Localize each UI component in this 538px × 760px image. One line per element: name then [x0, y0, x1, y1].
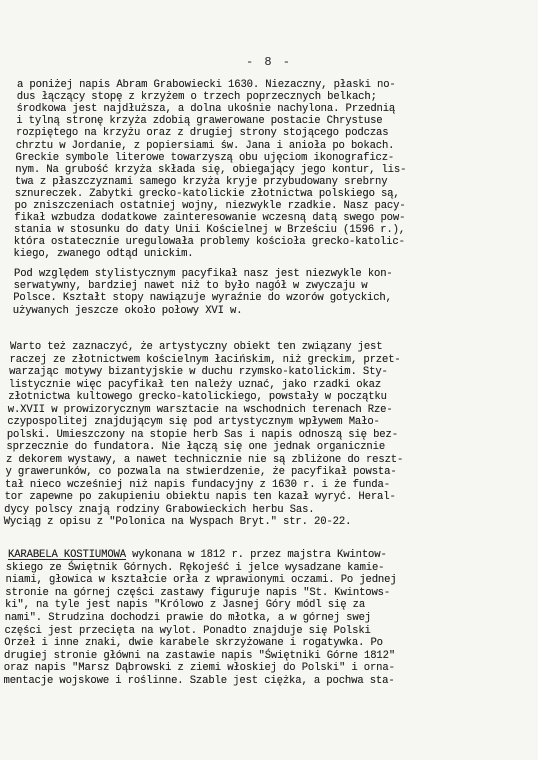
text-line: tał nieco wcześniej niż napis fundacyjny z 1630 r. i że funda-: [5, 478, 390, 491]
text-line: tor zapewne po zakupieniu obiektu napis ten kazał wyryć. Heral-: [4, 491, 396, 503]
text-line: listycznie więc pacyfikał ten należy uznać, jako rzadki okaz: [8, 378, 382, 391]
text-line: złotnictwa kultowego grecko-katolickiego, powstały w początku: [8, 391, 387, 403]
karabela-first-line-rest: wykonana w 1812 r. przez majstra Kwintow-: [125, 549, 387, 561]
text-line: po zniszczeniach ostatniej wojny, niezwykle rzadkie. Nasz pacy-: [14, 200, 406, 212]
text-line: Pod względem stylistycznym pacyfikał nasz jest niezwykle kon-: [14, 268, 393, 280]
text-line: która ostatecznie uregulowała problemy kościoła grecko-katolic-: [13, 236, 405, 249]
text-line: drugiej stronie główni na zastawie napis "Świętniki Górne 1812": [4, 649, 396, 662]
text-line: sznureczek. Zabytki grecko-katolickie złotnictwa polskiego są,: [14, 187, 400, 200]
section-heading-karabela: KARABELA KOSTIUMOWA: [8, 549, 126, 561]
karabela-first-line: [8, 549, 387, 561]
text-line: w.XVII w prowizorycznym warsztacie na wschodnich terenach Rze-: [7, 403, 393, 416]
text-line: warzając motywy bizantyjskie w duchu rzymsko-katolickim. Sty-: [9, 366, 388, 378]
text-line: dus łączący stopę z krzyżem o trzech poprzecznych belkach;: [16, 91, 377, 104]
page-number: - 8 -: [245, 55, 292, 69]
text-line: z dekorem wystawy, a nawet technicznie nie są zbliżone do reszt-: [5, 453, 404, 466]
text-line: y grawerunków, co pozwala na stwierdzenie, że pacyfikał powsta-: [5, 466, 397, 478]
text-line: czypospolitej znajdującym się pod artystycznym wpływem Mało-: [7, 416, 380, 428]
text-line: dycy polscy znają rodziny Grabowieckich herbu Sas.: [4, 503, 315, 516]
text-line: sprzecznie do fundatora. Nie łączą się one jednak organicznie: [6, 441, 386, 453]
text-line: używanych jeszcze około połowy XVI w.: [12, 304, 243, 317]
text-line: ki", na tyle jest napis "Królowo z Jasnej Góry módl się za: [5, 599, 366, 612]
text-line: skiego ze Świętnik Górnych. Rękojeść i jelce wysadzane kamie-: [5, 561, 385, 574]
text-line: mentacje wojskowe i roślinne. Szable jest ciężka, a pochwa sta-: [3, 675, 395, 687]
text-line: i tylną stronę krzyża zdobią grawerowane postacie Chrystuse: [16, 115, 383, 128]
text-line: stania w stosunku do daty Unii Kościelnej w Brześciu (1596 r.),: [14, 224, 406, 237]
text-line: chrztu w Jordanie, z popiersiami św. Jana i anioła po bokach.: [15, 139, 395, 152]
text-line: Polsce. Kształt stopy nawiązuje wyraźnie do wzorów gotyckich,: [13, 292, 392, 305]
text-line: części jest przecięta na wylot. Ponadto znajduje się Polski: [4, 624, 371, 637]
text-line: a poniżej napis Abram Grabowiecki 1630. Niezaczny, płaski no-: [17, 79, 396, 91]
text-line: serwatywny, bardziej nawet niż to było nagół w zwyczaju w: [13, 280, 368, 293]
text-line: raczej ze złotnictwem kościelnym łacińskim, niż greckim, przet-: [9, 353, 401, 366]
text-line: polski. Umieszczony na stopie herb Sas i napis odnoszą się bez-: [6, 428, 398, 441]
text-line: środkowa jest najdłuższa, a dolna ukośnie nachylona. Przednią: [16, 103, 396, 116]
text-line: rozpiętego na krzyżu oraz z drugiej strony stojącego podczas: [16, 127, 389, 140]
text-line: Wyciąg z opisu z "Polonica na Wyspach Bryt." str. 20-22.: [3, 516, 352, 528]
text-line: kiego, zwanego odtąd unickim.: [13, 248, 194, 261]
text-line: Greckie symbole literowe towarzyszą obu ujęciom ikonograficz-: [15, 151, 395, 164]
text-line: nami". Strudzina dochodzi prawie do młotka, a w górnej swej: [4, 612, 371, 624]
text-line: stronie na górnej części zastawy figuruje napis "St. Kwintows-: [5, 586, 391, 599]
text-line: fikał wzbudza dodatkowe zainteresowanie wczesną datą swego pow-: [14, 212, 406, 225]
text-line: Warto też zaznaczyć, że artystyczny obiekt ten związany jest: [10, 341, 383, 353]
text-line: nym. Na grubość krzyża składa się, obiegający jego kontur, lis-: [15, 163, 407, 176]
text-line: Orzeł i inne znaki, dwie karabele skrzyżowane i rogatywka. Po: [4, 637, 383, 650]
text-line: niami, głowica w kształcie orła z wprawionymi oczami. Po jednej: [5, 574, 397, 587]
text-line: oraz napis "Marsz Dąbrowski z ziemi włoskiej do Polski" i orna-: [3, 662, 395, 675]
text-line: twa z płaszczyznami samego krzyża kryje przybudowany srebrny: [15, 175, 388, 188]
